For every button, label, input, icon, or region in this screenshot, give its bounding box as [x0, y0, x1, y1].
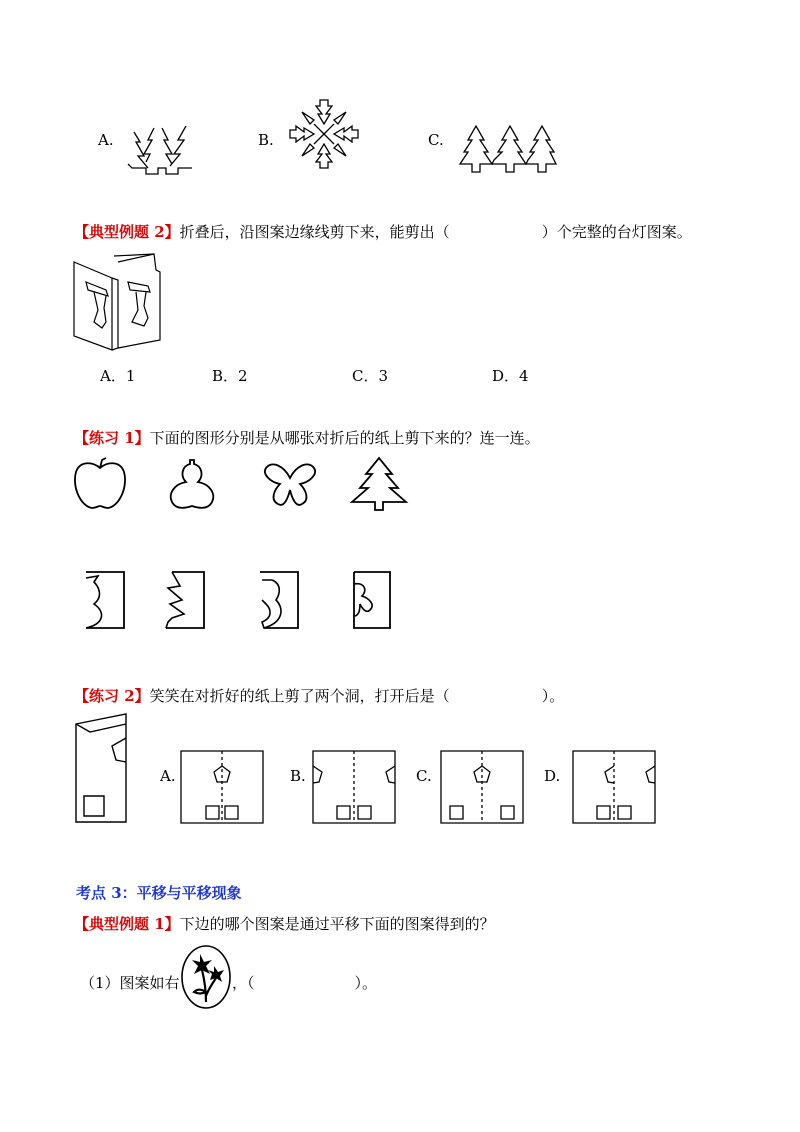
- half-tree-paper-icon: [164, 570, 208, 630]
- three-trees-icon: [458, 124, 558, 174]
- half-gourd-paper-icon: [258, 570, 302, 630]
- clover-icon: [260, 456, 320, 512]
- ex2-tag: 【典型例题 2】: [74, 223, 180, 241]
- folded-lamp-paper-icon: [72, 252, 164, 352]
- pr2-text-before: 笑笑在对折好的纸上剪了两个洞，打开后是（: [149, 687, 450, 705]
- pr2-option-c-figure[interactable]: [440, 750, 524, 824]
- ex2-text-before: 折叠后，沿图案边缘线剪下来，能剪出（: [179, 223, 450, 241]
- option-b-label: B.: [258, 131, 274, 149]
- pr2-option-d-label[interactable]: D.: [544, 767, 561, 785]
- pr2-text-after: ）。: [541, 687, 565, 705]
- ex2-option-c[interactable]: C．3: [352, 367, 389, 385]
- ex2-option-a[interactable]: A．1: [100, 367, 136, 385]
- pr1-text: 下面的图形分别是从哪张对折后的纸上剪下来的？连一连。: [149, 429, 540, 447]
- ex2-option-b[interactable]: B．2: [212, 367, 248, 385]
- option-c-label: C.: [428, 131, 444, 149]
- ex2-option-d[interactable]: D．4: [492, 367, 529, 385]
- ex1-item1-before: （1）图案如右: [80, 974, 180, 992]
- pr2-option-c-label[interactable]: C.: [416, 767, 432, 785]
- pr2-question: [74, 686, 564, 706]
- ex2-question: [74, 222, 692, 242]
- half-apple-paper-icon: [84, 570, 128, 630]
- pr1-tag: 【练习 1】: [74, 429, 150, 447]
- pr2-tag: 【练习 2】: [74, 687, 150, 705]
- pine-tree-icon: [350, 456, 408, 512]
- pr2-option-a-label[interactable]: A.: [160, 767, 176, 785]
- pr2-option-a-figure[interactable]: [180, 750, 264, 824]
- flower-oval-icon: [180, 944, 232, 1010]
- ex1-text: 下边的哪个图案是通过平移下面的图案得到的？: [179, 915, 495, 933]
- pr2-option-b-label[interactable]: B.: [290, 767, 306, 785]
- pr1-question: [74, 428, 540, 448]
- ex1-question: [74, 914, 495, 934]
- ex1-item1-end: ）。: [354, 974, 378, 992]
- ex1-item-1: [80, 973, 180, 993]
- ex1-item-1-tail: [232, 973, 377, 993]
- half-clover-paper-icon: [350, 570, 394, 630]
- option-a-label: A.: [98, 131, 114, 149]
- apple-icon: [72, 456, 128, 512]
- snowflake-icon: [288, 98, 360, 170]
- section-3-title: 考点 3：平移与平移现象: [76, 884, 242, 902]
- ex1-item1-after: ，（: [232, 974, 255, 992]
- pr2-option-d-figure[interactable]: [572, 750, 656, 824]
- ex2-text-after: ）个完整的台灯图案。: [541, 223, 692, 241]
- pr2-option-b-figure[interactable]: [312, 750, 396, 824]
- zigzag-trees-icon: [126, 122, 196, 174]
- gourd-icon: [164, 456, 220, 512]
- ex1-tag: 【典型例题 1】: [74, 915, 180, 933]
- folded-paper-holes-icon: [72, 712, 134, 826]
